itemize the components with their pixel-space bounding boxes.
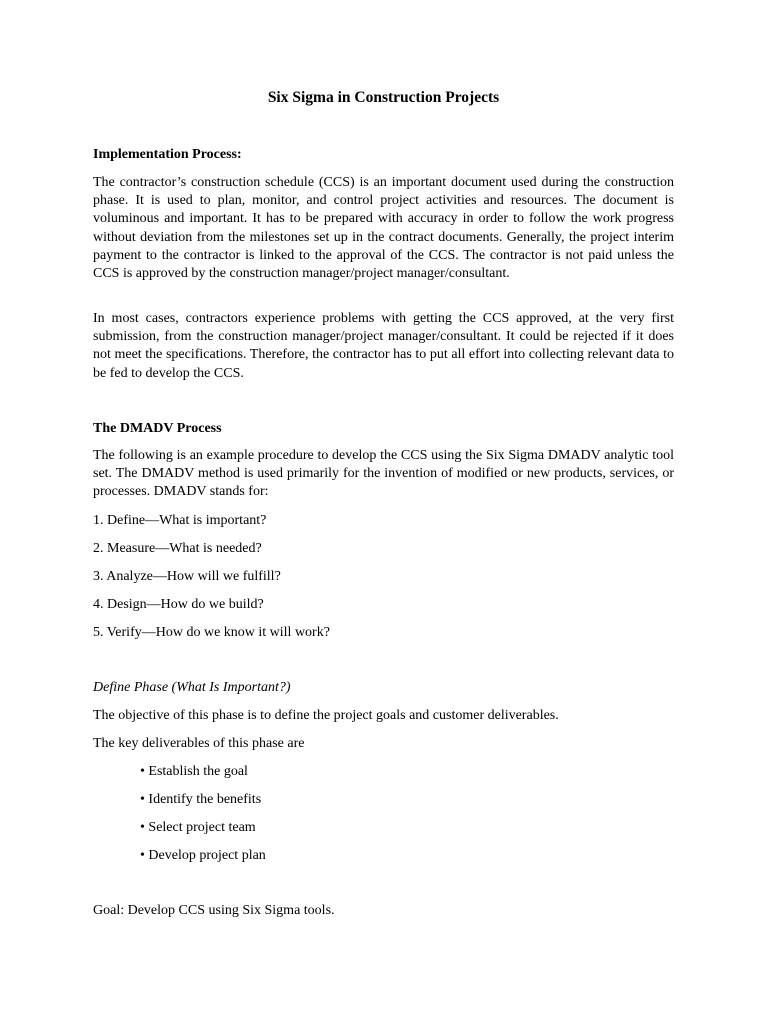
document-title: Six Sigma in Construction Projects (267, 89, 500, 106)
dmadv-step-measure: 2. Measure—What is needed? (93, 541, 262, 556)
deliverables-intro: The key deliverables of this phase are (93, 736, 305, 751)
dmadv-step-design: 4. Design—How do we build? (93, 597, 264, 612)
implementation-heading: Implementation Process: (93, 147, 242, 162)
deliverable-item: • Identify the benefits (140, 792, 262, 807)
dmadv-step-define: 1. Define—What is important? (93, 513, 267, 528)
deliverable-item: • Establish the goal (140, 764, 248, 779)
dmadv-step-verify: 5. Verify—How do we know it will work? (93, 625, 330, 640)
implementation-paragraph-1: The contractor’s construction schedule (CCS) is an important document used during the construction phase. It is used to plan, monitor, and control project activities and resources. The document is voluminous and important. It has to be prepared with accuracy in order to follow the work progress without deviation from the milestones set up in the contract documents. Generally, the project interim payment to the contractor is linked to the approval of the CCS. The contractor is not paid unless the CCS is approved by the construction manager/project manager/consultant. (93, 175, 674, 282)
define-phase-goal: Goal: Develop CCS using Six Sigma tools. (93, 903, 335, 918)
dmadv-paragraph: The following is an example procedure to develop the CCS using the Six Sigma DMADV analytic tool set. The DMADV method is used primarily for the invention of modified or new products, services, or processes. DMADV stands for: (93, 448, 674, 500)
deliverable-item: • Develop project plan (140, 848, 266, 863)
define-phase-objective: The objective of this phase is to define the project goals and customer deliverables. (93, 708, 559, 723)
define-phase-heading: Define Phase (What Is Important?) (93, 680, 291, 695)
dmadv-heading: The DMADV Process (93, 421, 222, 436)
dmadv-step-analyze: 3. Analyze—How will we fulfill? (93, 569, 281, 584)
deliverable-item: • Select project team (140, 820, 256, 835)
implementation-paragraph-2: In most cases, contractors experience problems with getting the CCS approved, at the very first submission, from the construction manager/project manager/consultant. It could be rejected if it does not meet the specifications. Therefore, the contractor has to put all effort into collecting relevant data to be fed to develop the CCS. (93, 311, 674, 381)
